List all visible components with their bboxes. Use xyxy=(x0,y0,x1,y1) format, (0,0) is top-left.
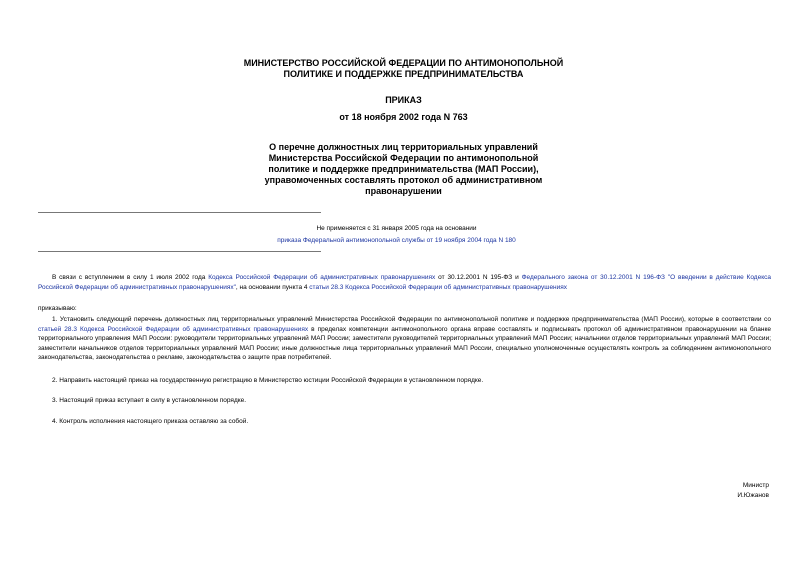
document-date-number: от 18 ноября 2002 года N 763 xyxy=(339,112,468,122)
signatory-name: И.Южанов xyxy=(737,492,769,499)
item-2-paragraph xyxy=(38,376,771,386)
item-3-text: 3. Настоящий приказ вступает в силу в установленном порядке. xyxy=(52,397,247,404)
status-note-text: Не применяется с 31 января 2005 года на основании xyxy=(316,225,477,232)
ministry-name-line1: МИНИСТЕРСТВО РОССИЙСКОЙ ФЕДЕРАЦИИ ПО АНТИМОНОПОЛЬНОЙ xyxy=(243,58,564,68)
status-note xyxy=(230,223,563,247)
item-1-paragraph xyxy=(38,315,771,363)
preamble-text: от 30.12.2001 N 195-ФЗ и xyxy=(435,274,522,281)
item-3-paragraph xyxy=(38,396,771,406)
signatory-position: Министр xyxy=(742,482,769,489)
divider-bottom xyxy=(38,251,321,252)
document-title xyxy=(0,142,807,197)
title-line: Министерства Российской Федерации по антимонопольной xyxy=(268,153,539,163)
article-28-3-link-item1[interactable]: статьей 28.3 Кодекса Российской Федерации об административных правонарушениях xyxy=(38,325,309,333)
article-28-3-link[interactable]: статьи 28.3 Кодекса Российской Федерации об административных правонарушениях xyxy=(309,283,568,291)
federal-law-link[interactable]: Федерального закона от 30.12.2001 N 196-ФЗ "О введении в действие Кодекса Российской Федерации об административных правонарушениях" xyxy=(38,274,771,291)
item-4-paragraph xyxy=(38,417,771,427)
item-1-text: 1. Установить следующий перечень должностных лиц территориальных управлений Министерства Российской Федерации по антимонопольной политике и поддержке предпринимательства (МАП России), которые в соответствии со xyxy=(52,316,771,323)
item-1-text: в пределах компетенции антимонопольного органа вправе составлять и подписывать протокол об административном правонарушении на бланке территориального управления МАП России: руководители территориальных управлений МАП России; заместители руководителей территориальных управлений МАП России; начальники отделов территориальных управлений МАП России; заместители начальников отделов территориальных управлений МАП России; иные должностные лица территориальных управлений МАП России, специально уполномоченные осуществлять контроль за соблюдением антимонопольного законодательства, законодательства о рекламе, законодательства о защите прав потребителей. xyxy=(38,325,771,362)
document-type: ПРИКАЗ xyxy=(385,95,422,105)
title-line: упрaвомоченных составлять протокол об административном xyxy=(264,175,543,185)
ministry-name-line2: ПОЛИТИКЕ И ПОДДЕРЖКЕ ПРЕДПРИНИМАТЕЛЬСТВА xyxy=(283,69,524,79)
item-2-text: 2. Направить настоящий приказ на государственную регистрацию в Министерство юстиции Российской Федерации в установленном порядке. xyxy=(52,377,484,384)
item-4-text: 4. Контроль исполнения настоящего приказа оставляю за собой. xyxy=(52,418,249,425)
divider-top xyxy=(38,212,321,213)
title-line: О перечне должностных лиц территориальных управлений xyxy=(269,142,538,152)
preamble-paragraph xyxy=(38,273,771,292)
order-word: приказываю: xyxy=(38,305,77,312)
title-line: политике и поддержке предпринимательства (МАП России), xyxy=(268,164,539,174)
preamble-text: , на основании пункта 4 xyxy=(235,283,310,291)
status-note-link[interactable]: приказа Федеральной антимонопольной службы от 19 ноября 2004 года N 180 xyxy=(277,237,516,244)
preamble-text: В связи с вступлением в силу 1 июля 2002 года xyxy=(52,274,209,281)
koap-link[interactable]: Кодекса Российской Федерации об административных правонарушениях xyxy=(208,274,436,281)
title-line: правонарушении xyxy=(365,186,442,196)
signature-block xyxy=(737,481,769,501)
